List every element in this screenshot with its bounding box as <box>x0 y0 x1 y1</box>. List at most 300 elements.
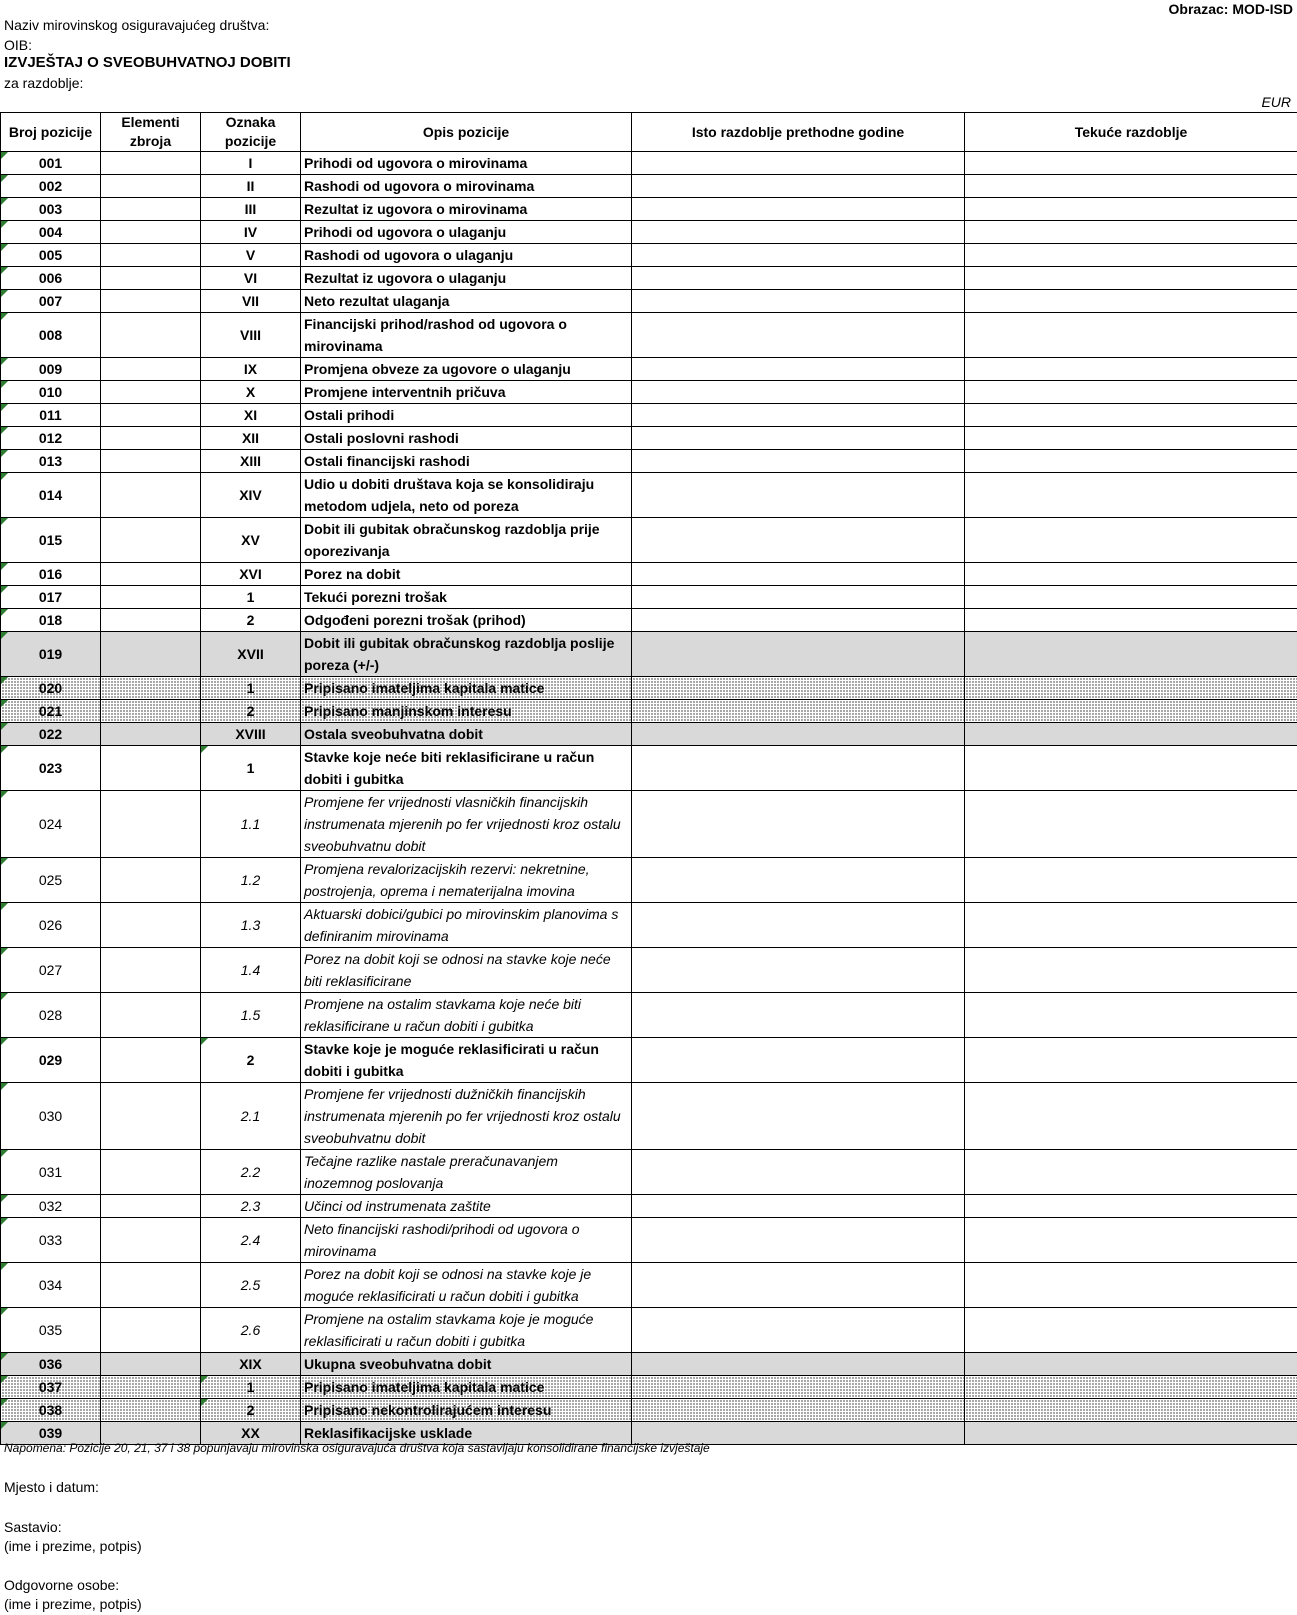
position-number-cell <box>1 313 101 358</box>
position-number-cell <box>1 700 101 723</box>
comment-indicator-icon <box>1 948 8 955</box>
position-number-cell-text: 001 <box>38 155 63 171</box>
place-date-label: Mjesto i datum: <box>4 1479 99 1495</box>
sum-elements-cell <box>101 1038 201 1083</box>
description-cell <box>301 381 632 404</box>
position-number-cell <box>1 632 101 677</box>
sum-elements-cell <box>101 1376 201 1399</box>
company-name-label: Naziv mirovinskog osiguravajućeg društva: <box>4 17 270 33</box>
previous-period-value-cell[interactable] <box>632 1399 965 1422</box>
position-number-cell <box>1 473 101 518</box>
position-number-cell-text: 032 <box>38 1198 63 1214</box>
position-number-cell-text: 036 <box>38 1356 63 1372</box>
description-cell-text: Pripisano manjinskom interesu <box>304 703 512 719</box>
description-cell <box>301 632 632 677</box>
table-row <box>1 723 1297 746</box>
position-mark-cell-text: 2.6 <box>240 1322 261 1338</box>
table-row <box>1 267 1297 290</box>
previous-period-value-cell[interactable] <box>632 404 965 427</box>
comment-indicator-icon <box>1 450 8 457</box>
table-row <box>1 700 1297 723</box>
description-cell-text: Rezultat iz ugovora o mirovinama <box>304 201 528 217</box>
current-period-value-cell[interactable] <box>965 1353 1297 1376</box>
sum-elements-cell <box>101 858 201 903</box>
current-period-value-cell[interactable] <box>965 221 1297 244</box>
current-period-value-cell[interactable] <box>965 1150 1297 1195</box>
previous-period-value-cell[interactable] <box>632 267 965 290</box>
sum-elements-cell <box>101 1353 201 1376</box>
position-mark-cell <box>201 563 301 586</box>
position-number-cell-text: 011 <box>39 407 62 423</box>
previous-period-value-cell[interactable] <box>632 791 965 858</box>
position-mark-cell <box>201 518 301 563</box>
position-mark-cell <box>201 723 301 746</box>
current-period-value-cell[interactable] <box>965 1399 1297 1422</box>
description-cell <box>301 427 632 450</box>
current-period-value-cell[interactable] <box>965 313 1297 358</box>
position-number-cell-text: 017 <box>38 589 63 605</box>
previous-period-value-cell[interactable] <box>632 993 965 1038</box>
position-mark-cell-text: 1 <box>246 1379 255 1395</box>
oib-label: OIB: <box>4 37 33 53</box>
column-header-previous-period: Isto razdoblje prethodne godine <box>632 113 965 152</box>
comment-indicator-icon <box>1 290 8 297</box>
position-mark-cell-text: 2 <box>246 703 255 719</box>
current-period-value-cell[interactable] <box>965 586 1297 609</box>
current-period-value-cell[interactable] <box>965 473 1297 518</box>
position-mark-cell-text: 1 <box>246 760 255 776</box>
current-period-value-cell[interactable] <box>965 746 1297 791</box>
table-row <box>1 858 1297 903</box>
current-period-value-cell[interactable] <box>965 609 1297 632</box>
sum-elements-cell <box>101 152 201 175</box>
position-mark-cell <box>201 700 301 723</box>
description-cell <box>301 1399 632 1422</box>
description-cell <box>301 586 632 609</box>
position-number-cell <box>1 1083 101 1150</box>
current-period-value-cell[interactable] <box>965 1195 1297 1218</box>
position-number-cell-text: 013 <box>38 453 63 469</box>
current-period-value-cell[interactable] <box>965 632 1297 677</box>
current-period-value-cell[interactable] <box>965 1083 1297 1150</box>
current-period-value-cell[interactable] <box>965 993 1297 1038</box>
table-row <box>1 473 1297 518</box>
position-number-cell-text: 020 <box>38 680 63 696</box>
description-cell-text: Rashodi od ugovora o mirovinama <box>304 178 535 194</box>
description-cell-text: Promjena revalorizacijskih rezervi: nekretnine, postrojenja, oprema i nematerijalna imovina <box>304 861 590 899</box>
comment-indicator-icon <box>1 313 8 320</box>
previous-period-value-cell[interactable] <box>632 632 965 677</box>
table-row <box>1 1308 1297 1353</box>
sum-elements-cell <box>101 948 201 993</box>
sum-elements-cell <box>101 1150 201 1195</box>
description-cell-text: Promjene na ostalim stavkama koje je moguće reklasificirati u račun dobiti i gubitka <box>304 1311 594 1349</box>
previous-period-value-cell[interactable] <box>632 1150 965 1195</box>
position-mark-cell-text: XIII <box>239 453 261 469</box>
sum-elements-cell <box>101 381 201 404</box>
position-number-cell <box>1 1353 101 1376</box>
position-number-cell-text: 038 <box>38 1402 63 1418</box>
position-mark-cell-text: XIX <box>239 1356 262 1372</box>
position-mark-cell <box>201 313 301 358</box>
position-number-cell-text: 024 <box>38 816 63 832</box>
comment-indicator-icon <box>1 1038 8 1045</box>
description-cell-text: Učinci od instrumenata zaštite <box>304 1198 491 1214</box>
position-mark-cell <box>201 903 301 948</box>
current-period-value-cell[interactable] <box>965 290 1297 313</box>
description-cell-text: Udio u dobiti društava koja se konsolidiraju metodom udjela, neto od poreza <box>304 476 595 514</box>
table-row <box>1 404 1297 427</box>
position-number-cell <box>1 677 101 700</box>
description-cell-text: Tekući porezni trošak <box>304 589 447 605</box>
description-cell-text: Odgođeni porezni trošak (prihod) <box>304 612 526 628</box>
comment-indicator-icon <box>1 221 8 228</box>
previous-period-value-cell[interactable] <box>632 358 965 381</box>
table-row <box>1 1263 1297 1308</box>
position-number-cell-text: 039 <box>38 1425 63 1441</box>
table-row <box>1 381 1297 404</box>
sum-elements-cell <box>101 1195 201 1218</box>
position-mark-cell-text: 2.3 <box>240 1198 261 1214</box>
position-mark-cell-text: 1.5 <box>240 1007 261 1023</box>
table-row <box>1 746 1297 791</box>
previous-period-value-cell[interactable] <box>632 563 965 586</box>
current-period-value-cell[interactable] <box>965 700 1297 723</box>
position-mark-cell <box>201 267 301 290</box>
table-row <box>1 290 1297 313</box>
table-row <box>1 198 1297 221</box>
position-number-cell <box>1 198 101 221</box>
previous-period-value-cell[interactable] <box>632 1308 965 1353</box>
previous-period-value-cell[interactable] <box>632 746 965 791</box>
position-mark-cell <box>201 993 301 1038</box>
description-cell-text: Neto rezultat ulaganja <box>304 293 450 309</box>
comment-indicator-icon <box>201 746 208 753</box>
previous-period-value-cell[interactable] <box>632 221 965 244</box>
description-cell-text: Porez na dobit <box>304 566 401 582</box>
comment-indicator-icon <box>1 358 8 365</box>
description-cell <box>301 198 632 221</box>
current-period-value-cell[interactable] <box>965 723 1297 746</box>
current-period-value-cell[interactable] <box>965 381 1297 404</box>
comment-indicator-icon <box>201 1038 208 1045</box>
previous-period-value-cell[interactable] <box>632 244 965 267</box>
position-mark-cell <box>201 1353 301 1376</box>
current-period-value-cell[interactable] <box>965 563 1297 586</box>
table-row <box>1 948 1297 993</box>
sum-elements-cell <box>101 723 201 746</box>
position-number-cell-text: 030 <box>38 1108 63 1124</box>
position-mark-cell-text: XII <box>241 430 260 446</box>
description-cell-text: Stavke koje je moguće reklasificirati u račun dobiti i gubitka <box>304 1041 599 1079</box>
previous-period-value-cell[interactable] <box>632 152 965 175</box>
position-number-cell <box>1 586 101 609</box>
sum-elements-cell <box>101 1218 201 1263</box>
previous-period-value-cell[interactable] <box>632 290 965 313</box>
comment-indicator-icon <box>201 1376 208 1383</box>
position-number-cell <box>1 903 101 948</box>
position-number-cell-text: 012 <box>38 430 63 446</box>
current-period-value-cell[interactable] <box>965 175 1297 198</box>
previous-period-value-cell[interactable] <box>632 723 965 746</box>
comment-indicator-icon <box>1 1083 8 1090</box>
table-row <box>1 1038 1297 1083</box>
sum-elements-cell <box>101 358 201 381</box>
table-row <box>1 244 1297 267</box>
position-number-cell <box>1 993 101 1038</box>
comment-indicator-icon <box>1 244 8 251</box>
position-number-cell-text: 019 <box>38 646 63 662</box>
previous-period-value-cell[interactable] <box>632 948 965 993</box>
description-cell <box>301 1083 632 1150</box>
table-row <box>1 1150 1297 1195</box>
position-mark-cell <box>201 858 301 903</box>
position-number-cell <box>1 290 101 313</box>
description-cell-text: Prihodi od ugovora o mirovinama <box>304 155 528 171</box>
description-cell <box>301 221 632 244</box>
position-mark-cell-text: XX <box>241 1425 260 1441</box>
description-cell-text: Rashodi od ugovora o ulaganju <box>304 247 514 263</box>
current-period-value-cell[interactable] <box>965 903 1297 948</box>
sum-elements-cell <box>101 993 201 1038</box>
position-mark-cell-text: XI <box>243 407 258 423</box>
position-mark-cell-text: 2 <box>246 612 255 628</box>
current-period-value-cell[interactable] <box>965 1376 1297 1399</box>
column-header-current-period: Tekuće razdoblje <box>965 113 1297 152</box>
comment-indicator-icon <box>1 152 8 159</box>
position-number-cell <box>1 1308 101 1353</box>
table-row <box>1 1376 1297 1399</box>
position-number-cell <box>1 609 101 632</box>
previous-period-value-cell[interactable] <box>632 473 965 518</box>
current-period-value-cell[interactable] <box>965 1038 1297 1083</box>
position-number-cell-text: 009 <box>38 361 63 377</box>
comment-indicator-icon <box>1 586 8 593</box>
sum-elements-cell <box>101 609 201 632</box>
current-period-value-cell[interactable] <box>965 858 1297 903</box>
sum-elements-cell <box>101 700 201 723</box>
position-mark-cell <box>201 1399 301 1422</box>
description-cell-text: Ostali poslovni rashodi <box>304 430 459 446</box>
current-period-value-cell[interactable] <box>965 677 1297 700</box>
position-mark-cell <box>201 1376 301 1399</box>
position-number-cell <box>1 450 101 473</box>
position-mark-cell <box>201 1308 301 1353</box>
column-header-sum-elements: Elementi zbroja <box>101 113 201 152</box>
previous-period-value-cell[interactable] <box>632 1083 965 1150</box>
position-mark-cell-text: 2.2 <box>240 1164 261 1180</box>
comment-indicator-icon <box>1 404 8 411</box>
previous-period-value-cell[interactable] <box>632 1038 965 1083</box>
sum-elements-cell <box>101 427 201 450</box>
current-period-value-cell[interactable] <box>965 244 1297 267</box>
table-row <box>1 313 1297 358</box>
previous-period-value-cell[interactable] <box>632 586 965 609</box>
position-number-cell <box>1 563 101 586</box>
position-number-cell-text: 034 <box>38 1277 63 1293</box>
current-period-value-cell[interactable] <box>965 1218 1297 1263</box>
current-period-value-cell[interactable] <box>965 358 1297 381</box>
description-cell-text: Ukupna sveobuhvatna dobit <box>304 1356 492 1372</box>
description-cell <box>301 1376 632 1399</box>
position-mark-cell-text: 1.3 <box>240 917 261 933</box>
current-period-value-cell[interactable] <box>965 152 1297 175</box>
position-mark-cell <box>201 381 301 404</box>
position-number-cell-text: 033 <box>38 1232 63 1248</box>
position-mark-cell <box>201 632 301 677</box>
position-number-cell <box>1 948 101 993</box>
table-row <box>1 175 1297 198</box>
previous-period-value-cell[interactable] <box>632 198 965 221</box>
previous-period-value-cell[interactable] <box>632 313 965 358</box>
sum-elements-cell <box>101 175 201 198</box>
position-mark-cell <box>201 1218 301 1263</box>
position-mark-cell <box>201 609 301 632</box>
position-mark-cell <box>201 427 301 450</box>
description-cell <box>301 1195 632 1218</box>
comment-indicator-icon <box>1 473 8 480</box>
position-number-cell <box>1 358 101 381</box>
position-number-cell-text: 008 <box>38 327 63 343</box>
previous-period-value-cell[interactable] <box>632 1195 965 1218</box>
description-cell <box>301 677 632 700</box>
sum-elements-cell <box>101 473 201 518</box>
position-number-cell-text: 028 <box>38 1007 63 1023</box>
position-number-cell <box>1 221 101 244</box>
position-number-cell <box>1 267 101 290</box>
position-number-cell-text: 014 <box>38 487 63 503</box>
position-mark-cell-text: VI <box>243 270 258 286</box>
table-row <box>1 586 1297 609</box>
position-mark-cell <box>201 244 301 267</box>
previous-period-value-cell[interactable] <box>632 427 965 450</box>
description-cell-text: Prihodi od ugovora o ulaganju <box>304 224 507 240</box>
current-period-value-cell[interactable] <box>965 1422 1297 1445</box>
current-period-value-cell[interactable] <box>965 450 1297 473</box>
current-period-value-cell[interactable] <box>965 404 1297 427</box>
comment-indicator-icon <box>1 563 8 570</box>
previous-period-value-cell[interactable] <box>632 903 965 948</box>
table-row <box>1 993 1297 1038</box>
current-period-value-cell[interactable] <box>965 1308 1297 1353</box>
description-cell-text: Aktuarski dobici/gubici po mirovinskim planovima s definiranim mirovinama <box>304 906 619 944</box>
table-row <box>1 563 1297 586</box>
position-mark-cell-text: 1.1 <box>240 816 261 832</box>
previous-period-value-cell[interactable] <box>632 1218 965 1263</box>
previous-period-value-cell[interactable] <box>632 1376 965 1399</box>
position-mark-cell <box>201 358 301 381</box>
current-period-value-cell[interactable] <box>965 267 1297 290</box>
current-period-value-cell[interactable] <box>965 427 1297 450</box>
position-mark-cell <box>201 791 301 858</box>
sum-elements-cell <box>101 450 201 473</box>
previous-period-value-cell[interactable] <box>632 700 965 723</box>
report-table <box>0 112 1297 1445</box>
position-number-cell <box>1 1038 101 1083</box>
position-mark-cell <box>201 450 301 473</box>
sum-elements-cell <box>101 518 201 563</box>
position-mark-cell <box>201 1150 301 1195</box>
position-number-cell-text: 007 <box>38 293 63 309</box>
current-period-value-cell[interactable] <box>965 198 1297 221</box>
position-number-cell <box>1 1150 101 1195</box>
current-period-value-cell[interactable] <box>965 791 1297 858</box>
position-mark-cell <box>201 152 301 175</box>
previous-period-value-cell[interactable] <box>632 858 965 903</box>
comment-indicator-icon <box>1 1150 8 1157</box>
previous-period-value-cell[interactable] <box>632 175 965 198</box>
currency-label: EUR <box>1261 94 1291 110</box>
previous-period-value-cell[interactable] <box>632 518 965 563</box>
description-cell-text: Promjene na ostalim stavkama koje neće biti reklasificirane u račun dobiti i gubitka <box>304 996 582 1034</box>
comment-indicator-icon <box>1 1353 8 1360</box>
table-row <box>1 1218 1297 1263</box>
position-mark-cell <box>201 746 301 791</box>
position-mark-cell-text: XVIII <box>235 726 266 742</box>
previous-period-value-cell[interactable] <box>632 1263 965 1308</box>
description-cell-text: Dobit ili gubitak obračunskog razdoblja poslije poreza (+/-) <box>304 635 615 673</box>
position-mark-cell <box>201 586 301 609</box>
comment-indicator-icon <box>1 858 8 865</box>
position-mark-cell-text: XVI <box>239 566 262 582</box>
position-number-cell-text: 016 <box>38 566 63 582</box>
previous-period-value-cell[interactable] <box>632 381 965 404</box>
table-row <box>1 1083 1297 1150</box>
position-mark-cell <box>201 1195 301 1218</box>
column-header-position-mark: Oznaka pozicije <box>201 113 301 152</box>
composed-by-sublabel: (ime i prezime, potpis) <box>4 1538 142 1554</box>
comment-indicator-icon <box>1 993 8 1000</box>
column-header-description: Opis pozicije <box>301 113 632 152</box>
position-mark-cell <box>201 175 301 198</box>
previous-period-value-cell[interactable] <box>632 609 965 632</box>
table-row <box>1 1353 1297 1376</box>
position-mark-cell-text: 2.1 <box>240 1108 261 1124</box>
position-mark-cell-text: 2 <box>246 1402 255 1418</box>
previous-period-value-cell[interactable] <box>632 450 965 473</box>
position-number-cell <box>1 1195 101 1218</box>
current-period-value-cell[interactable] <box>965 948 1297 993</box>
table-row <box>1 632 1297 677</box>
position-mark-cell-text: 2.5 <box>240 1277 261 1293</box>
previous-period-value-cell[interactable] <box>632 677 965 700</box>
description-cell <box>301 1353 632 1376</box>
comment-indicator-icon <box>1 1376 8 1383</box>
position-number-cell-text: 021 <box>38 703 63 719</box>
comment-indicator-icon <box>1 632 8 639</box>
description-cell <box>301 903 632 948</box>
sum-elements-cell <box>101 903 201 948</box>
position-mark-cell-text: 1.4 <box>240 962 261 978</box>
position-number-cell-text: 002 <box>38 178 63 194</box>
sum-elements-cell <box>101 290 201 313</box>
sum-elements-cell <box>101 746 201 791</box>
position-mark-cell <box>201 1038 301 1083</box>
previous-period-value-cell[interactable] <box>632 1353 965 1376</box>
comment-indicator-icon <box>1 1308 8 1315</box>
comment-indicator-icon <box>1 267 8 274</box>
description-cell <box>301 175 632 198</box>
position-mark-cell-text: XIV <box>239 487 262 503</box>
current-period-value-cell[interactable] <box>965 1263 1297 1308</box>
position-number-cell-text: 022 <box>38 726 63 742</box>
position-mark-cell <box>201 677 301 700</box>
table-header-row <box>1 113 1297 152</box>
comment-indicator-icon <box>1 609 8 616</box>
description-cell <box>301 858 632 903</box>
current-period-value-cell[interactable] <box>965 518 1297 563</box>
description-cell <box>301 152 632 175</box>
